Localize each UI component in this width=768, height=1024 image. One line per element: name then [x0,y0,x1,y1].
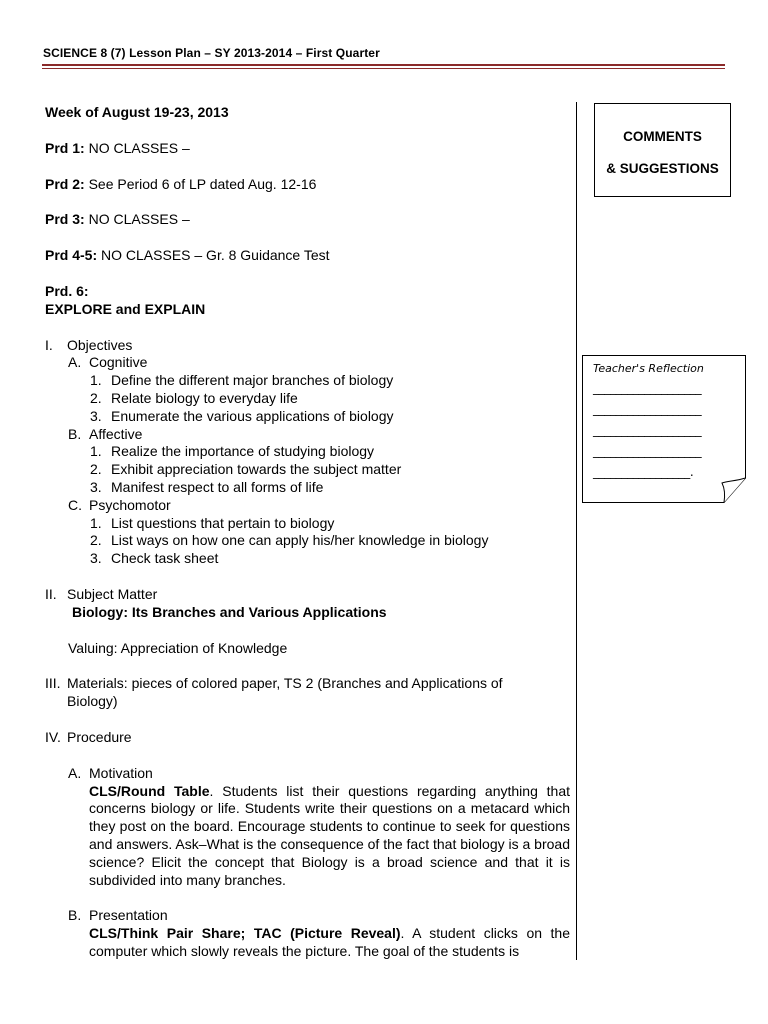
reflection-blank-line: ___________________ [593,423,702,437]
period-1: Prd 1: NO CLASSES – [45,139,190,156]
comments-suggestions-box [594,103,731,197]
suggestions-title: & SUGGESTIONS [606,161,719,176]
list-item: 1. List questions that pertain to biology [90,514,335,531]
period-2: Prd 2: See Period 6 of LP dated Aug. 12-16 [45,175,317,192]
motivation-paragraph: CLS/Round Table. Students list their questions regarding anything that concerns biology or life. Students write their questions on a metacard which they post on the board. Encourage students to continue to seek for questions and answers. Ask–What is the consequence of the fact that biology is a broad science? Elicit the concept that Biology is a broad science and that it is subdivided into many branches. [89,782,571,888]
objective-group-c: C. Psychomotor [68,496,171,513]
reflection-blank-line: ___________________ [593,381,702,395]
presentation-heading: B. Presentation [68,907,168,924]
valuing-line: Valuing: Appreciation of Knowledge [68,639,288,656]
list-item: 3. Check task sheet [90,550,219,567]
period-6-label: Prd. 6: [45,282,89,299]
list-item: 2. Exhibit appreciation towards the subject matter [90,461,402,478]
document-header: SCIENCE 8 (7) Lesson Plan – SY 2013-2014 – First Quarter [43,46,380,60]
header-rule-thin [42,68,725,69]
subject-topic: Biology: Its Branches and Various Applications [72,603,387,620]
reflection-blank-line: _________________. [593,465,694,479]
list-item: 2. List ways on how one can apply his/her knowledge in biology [90,532,489,549]
objectives-heading: I. Objectives [45,336,133,353]
week-heading: Week of August 19-23, 2013 [45,104,229,120]
subject-matter-heading: II. Subject Matter [45,585,158,602]
column-divider [576,102,577,960]
motivation-heading: A. Motivation [68,764,153,781]
period-3: Prd 3: NO CLASSES – [45,211,190,228]
reflection-blank-line: ___________________ [593,402,702,416]
header-rule-thick [42,64,725,66]
lesson-body [45,104,570,961]
reflection-title: Teacher's Reflection [593,362,704,375]
list-item: 3. Enumerate the various applications of biology [90,407,394,424]
list-item: 3. Manifest respect to all forms of life [90,478,324,495]
list-item: 1. Define the different major branches of biology [90,372,394,389]
period-6-subtitle: EXPLORE and EXPLAIN [45,300,206,317]
objective-group-b: B. Affective [68,425,143,442]
comments-title: COMMENTS [623,129,702,144]
list-item: 1. Realize the importance of studying biology [90,443,375,460]
objective-group-a: A. Cognitive [68,354,148,371]
reflection-blank-line: ___________________ [593,444,702,458]
materials-line-2: Biology) [67,693,118,710]
procedure-heading: IV. Procedure [45,728,132,745]
list-item: 2. Relate biology to everyday life [90,389,298,406]
period-4-5: Prd 4-5: NO CLASSES – Gr. 8 Guidance Test [45,247,330,264]
materials-line: III. Materials: pieces of colored paper, TS 2 (Branches and Applications of [45,675,503,692]
presentation-paragraph: CLS/Think Pair Share; TAC (Picture Reveal). A student clicks on the computer which slowly reveals the picture. The goal of the students is [89,925,570,959]
teachers-reflection-note [582,355,746,503]
